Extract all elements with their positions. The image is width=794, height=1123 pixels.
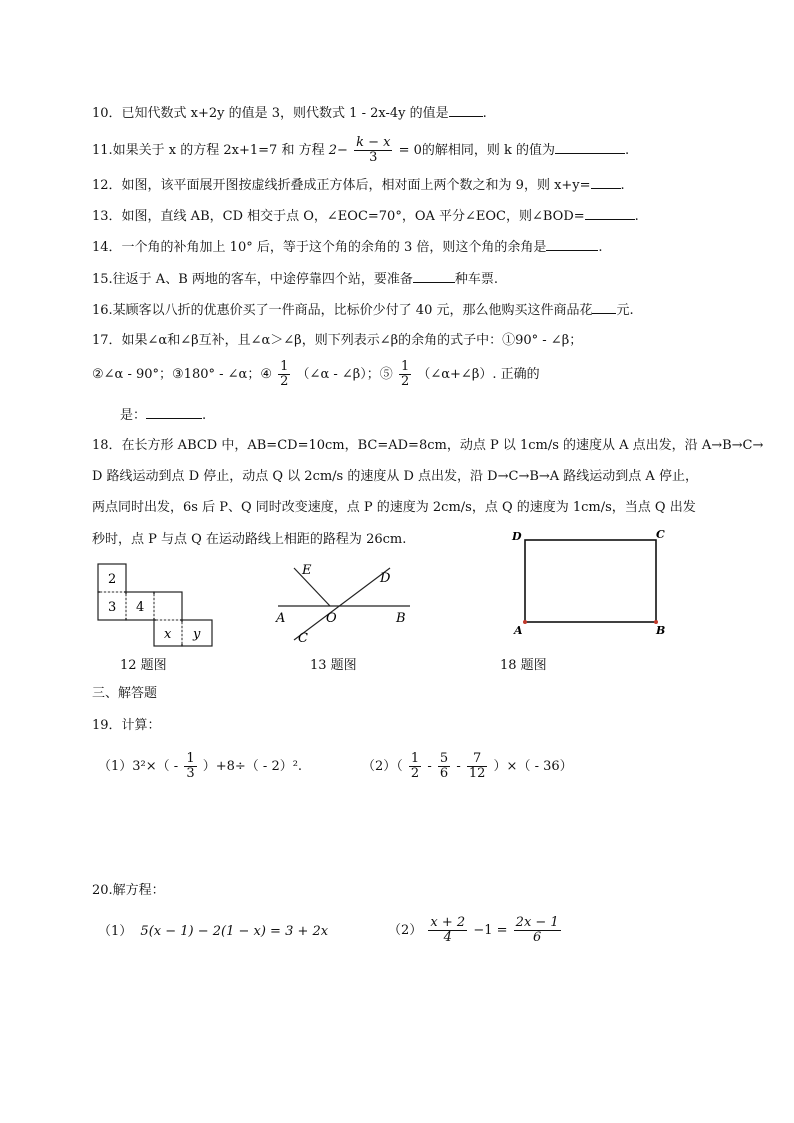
figure-13-intersecting-lines	[272, 560, 422, 646]
answer-blank	[592, 301, 616, 314]
net-cell-y: y	[193, 627, 201, 642]
q17-text-a: ②∠α - 90°；③180° - ∠α；④	[92, 367, 272, 382]
question-19-part1	[98, 752, 302, 781]
section-3-heading: 三、解答题	[92, 686, 158, 701]
figure-13-caption: 13 题图	[310, 658, 357, 673]
q17-text-b: （∠α - ∠β）；⑤	[296, 367, 393, 382]
net-cell-4: 4	[136, 600, 145, 615]
q17-half-den: 2	[280, 374, 289, 389]
label-B: B	[656, 624, 666, 637]
q20-p2-fraction-left	[428, 916, 467, 945]
q17-half-fraction-1	[278, 360, 290, 389]
label-A: A	[514, 624, 523, 637]
answer-blank	[555, 141, 625, 154]
label-O: O	[326, 611, 337, 626]
answer-blank	[585, 207, 635, 220]
figure-18-caption: 18 题图	[500, 658, 547, 673]
q17-answer-prefix: 是：	[120, 408, 147, 423]
question-17-line2	[92, 360, 540, 389]
question-11-end: .	[625, 143, 630, 158]
q20-p2-num1: x + 2	[430, 915, 466, 930]
question-19-part2	[362, 752, 573, 781]
net-cell-3: 3	[108, 600, 117, 615]
label-D: D	[380, 571, 391, 586]
answer-blank	[449, 104, 483, 117]
q19-p1-post: ）+8÷（ - 2）².	[202, 759, 303, 774]
q19-p2-fraction-c	[467, 752, 488, 781]
question-15-post: 种车票.	[454, 272, 499, 287]
q17-half-num: 1	[280, 359, 289, 374]
q20-p1-label: （1）	[98, 924, 133, 939]
label-A: A	[276, 611, 286, 626]
question-18-line1: 18．在长方形 ABCD 中，AB=CD=10cm，BC=AD=8cm，动点 P 以 1cm/s 的速度从 A 点出发，沿 A→B→C→	[92, 438, 764, 453]
q20-p2-label: （2）	[388, 923, 423, 938]
q20-p2-num2: 2x − 1	[515, 915, 559, 930]
figure-18-rectangle	[508, 526, 678, 638]
q20-p2-den1: 4	[443, 930, 452, 945]
q17-half-num: 1	[400, 359, 410, 374]
answer-blank	[146, 406, 202, 419]
q19-p2-fraction-a	[409, 752, 421, 781]
q19-p2-c-den: 12	[468, 766, 486, 781]
answer-blank	[413, 270, 455, 283]
q11-frac-den: 3	[369, 150, 378, 165]
question-12-text: 12．如图，该平面展开图按虚线折叠成正方体后，相对面上两个数之和为 9，则 x+y=	[92, 178, 591, 193]
question-13-text: 13．如图，直线 AB，CD 相交于点 O，∠EOC=70°，OA 平分∠EOC，则∠BOD=	[92, 209, 585, 224]
question-10-text: 10．已知代数式 x+2y 的值是 3，则代数式 1 - 2x-4y 的值是	[92, 106, 449, 121]
q17-half-den: 2	[400, 374, 410, 389]
q19-p2-b-den: 6	[439, 766, 449, 781]
net-cell-2: 2	[108, 572, 117, 587]
q19-p2-a-num: 1	[410, 751, 420, 766]
q20-p2-den2: 6	[533, 930, 542, 945]
q11-frac-num: k − x	[356, 135, 391, 150]
q11-minus: −	[337, 143, 348, 158]
figure-12-caption: 12 题图	[120, 658, 167, 673]
q19-p1-pre: （1）3²×（ -	[98, 759, 179, 774]
question-14	[92, 238, 603, 256]
q17-text-c: （∠α+∠β）. 正确的	[417, 367, 540, 382]
q19-p1-fraction	[184, 752, 196, 781]
q11-eq: = 0	[398, 143, 422, 158]
q17-half-fraction-2	[399, 360, 411, 389]
question-20-part1	[98, 924, 328, 940]
question-17-line1: 17．如果∠α和∠β互补，且∠α＞∠β，则下列表示∠β的余角的式子中：①90° - ∠β；	[92, 333, 583, 348]
question-18-line2: D 路线运动到点 D 停止，动点 Q 以 2cm/s 的速度从 D 点出发，沿 D→C→B→A 路线运动到点 A 停止，	[92, 469, 698, 484]
question-16	[92, 301, 634, 319]
q19-p2-fraction-b	[438, 752, 450, 781]
q19-p2-minus1: -	[427, 759, 432, 774]
net-cell-x: x	[164, 627, 172, 642]
question-19-title: 19．计算：	[92, 718, 161, 733]
question-14-text: 14．一个角的补角加上 10° 后，等于这个角的余角的 3 倍，则这个角的余角是	[92, 240, 547, 255]
figure-12-cube-net	[96, 562, 220, 648]
q19-p2-pre: （2）（	[362, 759, 403, 774]
q19-p1-num: 1	[186, 751, 195, 766]
q19-p2-minus2: -	[456, 759, 461, 774]
label-D: D	[512, 530, 522, 543]
question-10-end: .	[482, 106, 487, 121]
question-16-post: 元.	[616, 303, 634, 318]
q11-fraction	[354, 136, 392, 165]
question-11-post: 的解相同，则 k 的值为	[421, 143, 556, 158]
q19-p2-a-den: 2	[410, 766, 420, 781]
q19-p2-b-num: 5	[439, 751, 449, 766]
question-15	[92, 270, 498, 288]
point-A-dot	[523, 620, 527, 624]
question-20-part2	[388, 916, 563, 945]
label-C: C	[656, 528, 665, 541]
answer-blank	[546, 238, 598, 251]
q19-p2-post: ）×（ - 36）	[493, 759, 573, 774]
question-13	[92, 207, 639, 225]
label-B: B	[396, 611, 406, 626]
question-11-pre: 11.如果关于 x 的方程 2x+1=7 和 方程	[92, 143, 325, 158]
q11-two: 2	[328, 143, 338, 158]
q19-p2-c-num: 7	[467, 752, 488, 767]
question-20-title: 20.解方程：	[92, 883, 165, 898]
q17-end: .	[202, 408, 207, 423]
q20-p2-mid: −1 =	[473, 923, 508, 938]
answer-blank	[591, 176, 621, 189]
question-11	[92, 136, 629, 165]
q20-p1-equation: 5(x − 1) − 2(1 − x) = 3 + 2x	[140, 924, 329, 939]
question-15-pre: 15.往返于 A、B 两地的客车，中途停靠四个站，要准备	[92, 272, 413, 287]
question-12	[92, 176, 625, 194]
q19-p1-den: 3	[186, 766, 195, 781]
question-13-end: .	[634, 209, 639, 224]
question-14-end: .	[598, 240, 603, 255]
question-12-end: .	[620, 178, 625, 193]
question-16-pre: 16.某顾客以八折的优惠价买了一件商品，比标价少付了 40 元，那么他购买这件商品花	[92, 303, 593, 318]
q18-line3-text: 两点同时出发，6s 后 P、Q 同时改变速度，点 P 的速度为 2cm/s，点 Q 的速度为 1cm/s，当点 Q 出发	[92, 500, 696, 515]
question-17-line3	[120, 406, 206, 424]
question-18-line3	[92, 500, 696, 516]
question-10	[92, 104, 487, 122]
label-E: E	[302, 563, 312, 578]
question-18-line4: 秒时，点 P 与点 Q 在运动路线上相距的路程为 26cm.	[92, 532, 407, 547]
q20-p2-fraction-right	[514, 916, 561, 945]
label-C: C	[298, 631, 308, 646]
